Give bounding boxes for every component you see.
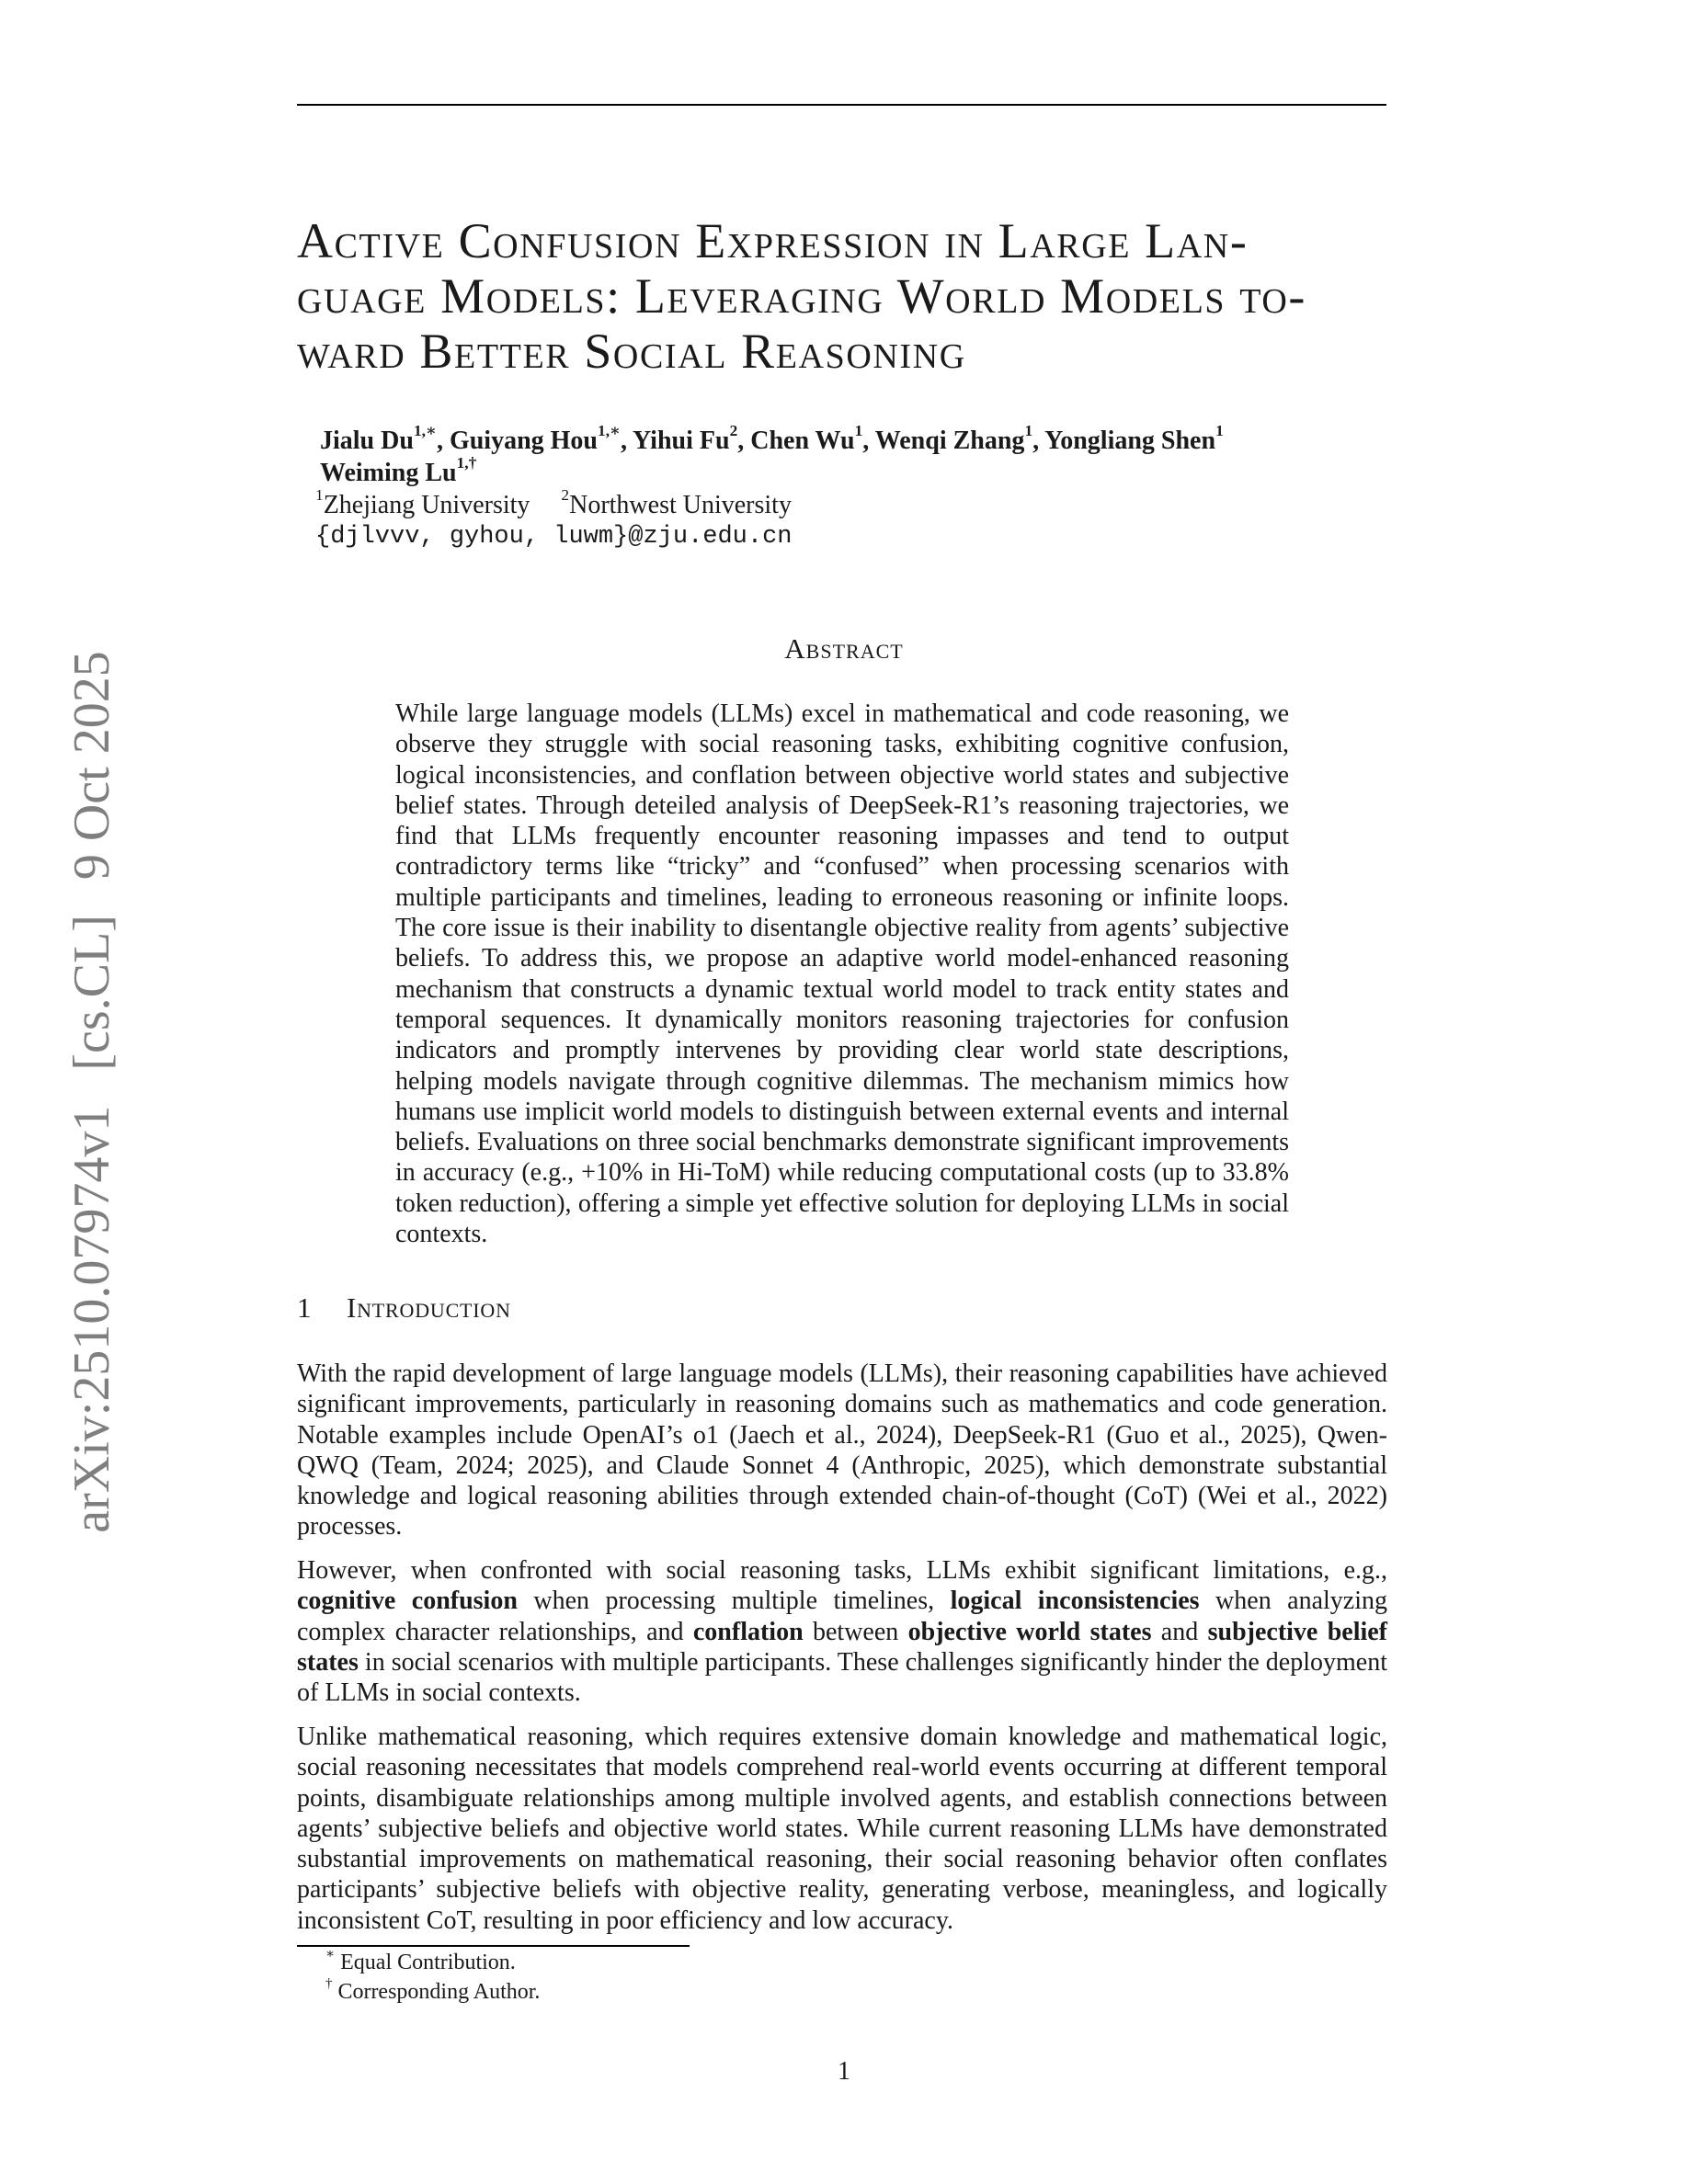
- author-mark: 2: [729, 422, 738, 440]
- author-line-2: [320, 454, 1224, 489]
- author-name: Jialu Du: [320, 427, 414, 455]
- arxiv-category: [cs.CL]: [63, 915, 120, 1071]
- author-mark: 1,†: [456, 454, 477, 472]
- footnote-text: Corresponding Author.: [337, 1980, 541, 2004]
- affiliation-mark: 1: [315, 486, 324, 505]
- author-mark: 1,∗: [598, 422, 622, 440]
- emphasis: logical inconsistencies: [950, 1587, 1200, 1616]
- author-name: Wenqi Zhang: [874, 427, 1025, 455]
- intro-paragraph-1: With the rapid development of large language models (LLMs), their reasoning capabilities have achieved significant improvements, particularly in reasoning domains such as mathematics and code generation. Notable examples include OpenAI’s o1 (Jaech et al., 2024), DeepSeek-R1 (Guo et al., 2025), Qwen-QWQ (Team, 2024; 2025), and Claude Sonnet 4 (Anthropic, 2025), which demonstrate substantial knowledge and logical reasoning abilities through extended chain-of-thought (CoT) (Wei et al., 2022) processes.: [297, 1359, 1387, 1541]
- emphasis: subjective belief states: [297, 1617, 1387, 1677]
- footnote-mark: †: [325, 1976, 333, 1992]
- arxiv-id: arXiv:2510.07974v1: [63, 1105, 120, 1533]
- author-name: Yihui Fu: [633, 427, 730, 455]
- affiliation-mark: 2: [561, 486, 570, 505]
- affiliation-name: Northwest University: [569, 491, 792, 519]
- footnote-mark: ∗: [325, 1947, 336, 1962]
- abstract-text: While large language models (LLMs) excel in mathematical and code reasoning, we observe they struggle with social reasoning tasks, exhibiting cognitive confusion, logical inconsistencies, and conflation between objective world states and subjective belief states. Through deteiled analysis of DeepSeek-R1’s reasoning trajectories, we find that LLMs frequently encounter reasoning impasses and tend to output contradictory terms like “tricky” and “confused” when processing scenarios with multiple participants and timelines, leading to erroneous reasoning or infinite loops. The core issue is their inability to disentangle objective reality from agents’ subjective beliefs. To address this, we propose an adaptive world model-enhanced reasoning mechanism that constructs a dynamic textual world model to track entity states and temporal sequences. It dynamically monitors reasoning trajectories for confusion indicators and promptly intervenes by providing clear world state descriptions, helping models navigate through cognitive dilemmas. The mechanism mimics how humans use implicit world models to distinguish between external events and internal beliefs. Evaluations on three social benchmarks demonstrate significant improvements in accuracy (e.g., +10% in Hi-ToM) while reducing computational costs (up to 33.8% token reduction), offering a simple yet effective solution for deploying LLMs in social contexts.: [395, 700, 1289, 1249]
- intro-paragraph-2: However, when confronted with social reasoning tasks, LLMs exhibit significant limitations, e.g., cognitive confusion when processing multiple timelines, logical inconsistencies when analyzing complex character relationships, and conflation between objective world states and subjective belief states in social scenarios with multiple participants. These challenges significantly hinder the deployment of LLMs in social contexts.: [297, 1556, 1387, 1708]
- arxiv-side-stamp: [60, 632, 124, 1552]
- emphasis: objective world states: [907, 1617, 1152, 1646]
- author-list: [320, 422, 1224, 489]
- paper-title: [297, 213, 1391, 379]
- section-number: 1: [297, 1291, 313, 1324]
- intro-paragraph-3: Unlike mathematical reasoning, which requires extensive domain knowledge and mathematical logic, social reasoning necessitates that models comprehend real-world events occurring at different temporal points, disambiguate relationships among multiple involved agents, and establish connections between agents’ subjective beliefs and objective world states. While current reasoning LLMs have demonstrated substantial improvements on mathematical reasoning, their social reasoning behavior often conflates participants’ subjective beliefs with objective reality, generating verbose, meaningless, and logically inconsistent CoT, resulting in poor efficiency and low accuracy.: [297, 1723, 1387, 1935]
- title-line-2: guage Models: Leveraging World Models to-: [297, 268, 1307, 324]
- arxiv-date: 9 Oct 2025: [63, 651, 120, 881]
- footnote: [325, 1949, 516, 1976]
- footnote-rule: [297, 1945, 690, 1947]
- footnote-text: Equal Contribution.: [340, 1951, 516, 1974]
- emphasis: cognitive confusion: [297, 1587, 518, 1616]
- author-name: Weiming Lu: [320, 459, 457, 487]
- page-number: 1: [838, 2057, 850, 2086]
- footnote: [325, 1978, 540, 2006]
- section-title: Introduction: [347, 1291, 511, 1324]
- author-name: Chen Wu: [750, 427, 855, 455]
- top-rule: [297, 104, 1386, 106]
- emphasis: conflation: [692, 1617, 804, 1646]
- author-mark: 1: [1024, 422, 1033, 440]
- title-line-3: ward Better Social Reasoning: [297, 324, 966, 379]
- abstract-heading: Abstract: [784, 632, 904, 665]
- affiliation-name: Zhejiang University: [323, 491, 530, 519]
- author-line-1: Jialu $Du^{1,∗}$, Guiyang Hou$^{1,∗}$, Yihui Fu$^2$, Chen Wu$^1$, Wenqi Zhang$^1$, Yongliang Shen$^1$: [320, 422, 1224, 455]
- author-mark: 1: [1215, 422, 1224, 440]
- author-emails: {djlvvv, gyhou, luwm}@zju.edu.cn: [315, 523, 793, 551]
- author-mark: 1: [854, 422, 863, 440]
- title-line-1: Active Confusion Expression in Large Lan-: [297, 213, 1249, 268]
- author-mark: 1,∗: [413, 422, 437, 440]
- section-heading: [297, 1291, 511, 1325]
- affiliations: [315, 486, 792, 521]
- author-name: Guiyang Hou: [449, 427, 599, 455]
- author-name: Yongliang Shen: [1044, 427, 1216, 455]
